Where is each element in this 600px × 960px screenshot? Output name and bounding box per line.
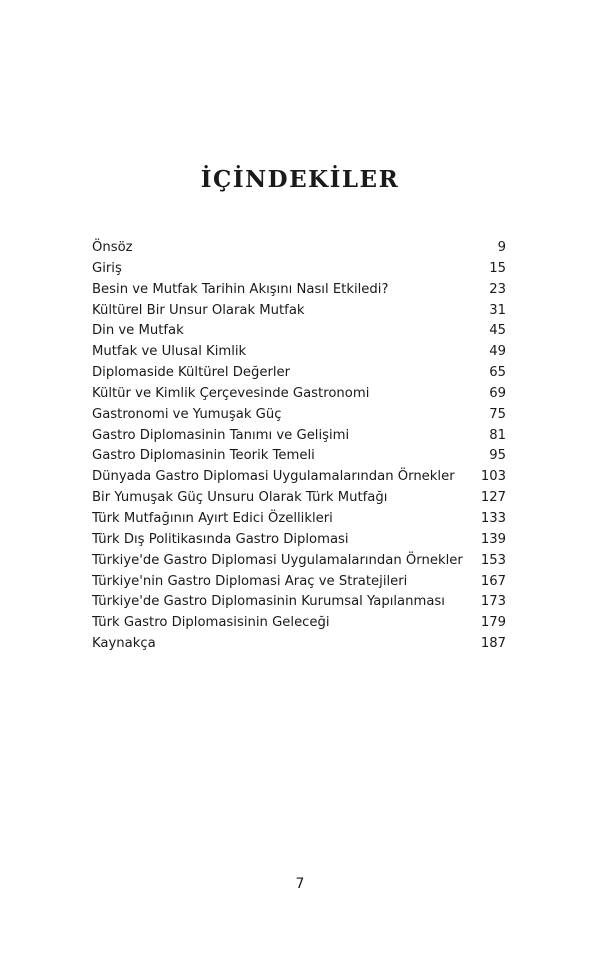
toc-entry-title: Dünyada Gastro Diplomasi Uygulamalarından Örnekler xyxy=(92,469,455,485)
page-number: 7 xyxy=(295,876,305,892)
toc-entry-page: 65 xyxy=(489,365,506,381)
toc-entry-page: 95 xyxy=(489,448,506,464)
toc-entry-title: Din ve Mutfak xyxy=(92,323,184,339)
toc-entry xyxy=(92,342,506,363)
toc-entry-title: Türk Mutfağının Ayırt Edici Özellikleri xyxy=(92,510,333,526)
toc-entry xyxy=(92,446,506,467)
toc-entry-title: Kaynakça xyxy=(92,636,156,652)
toc-entry-page: 103 xyxy=(480,469,506,485)
toc-entry-title: Bir Yumuşak Güç Unsuru Olarak Türk Mutfağı xyxy=(92,490,388,506)
toc-entry xyxy=(92,301,506,322)
toc-entry xyxy=(92,363,506,384)
toc-entry-title: Gastro Diplomasinin Tanımı ve Gelişimi xyxy=(92,427,350,443)
toc-entry-title: Kültürel Bir Unsur Olarak Mutfak xyxy=(92,302,305,318)
toc-entry-page: 45 xyxy=(489,323,506,339)
toc-entry-title: Türk Dış Politikasında Gastro Diplomasi xyxy=(92,531,349,547)
toc-entry xyxy=(92,488,506,509)
toc-entry-page: 133 xyxy=(480,510,506,526)
toc-entry-page: 127 xyxy=(480,490,506,506)
toc-entry-page: 153 xyxy=(480,552,506,568)
toc-entry-page: 23 xyxy=(489,281,506,297)
toc-entry-page: 69 xyxy=(489,385,506,401)
page-title: İÇİNDEKİLER xyxy=(200,166,400,193)
toc-entry xyxy=(92,592,506,613)
toc-entry-title: Türkiye'de Gastro Diplomasinin Kurumsal Yapılanması xyxy=(92,594,445,610)
toc-entry-page: 187 xyxy=(480,636,506,652)
toc-entry-page: 81 xyxy=(489,427,506,443)
toc-entry-page: 167 xyxy=(480,573,506,589)
toc-entry-title: Gastronomi ve Yumuşak Güç xyxy=(92,406,282,422)
toc-entry-title: Kültür ve Kimlik Çerçevesinde Gastronomi xyxy=(92,385,370,401)
toc-entry-page: 139 xyxy=(480,531,506,547)
toc-entry-title: Türkiye'nin Gastro Diplomasi Araç ve Stratejileri xyxy=(92,573,408,589)
toc-entry xyxy=(92,259,506,280)
toc-entry-title: Mutfak ve Ulusal Kimlik xyxy=(92,344,247,360)
toc-entry xyxy=(92,467,506,488)
toc-entry xyxy=(92,572,506,593)
toc-entry-page: 49 xyxy=(489,344,506,360)
toc-entry xyxy=(92,321,506,342)
toc-entry xyxy=(92,426,506,447)
toc-entry xyxy=(92,280,506,301)
toc-entry-title: Diplomaside Kültürel Değerler xyxy=(92,365,291,381)
toc-entry xyxy=(92,634,506,655)
toc-entry xyxy=(92,384,506,405)
toc-entry-page: 173 xyxy=(480,594,506,610)
toc-entry-page: 75 xyxy=(489,406,506,422)
toc-entry-title: Gastro Diplomasinin Teorik Temeli xyxy=(92,448,315,464)
toc-entry-title: Önsöz xyxy=(92,240,133,255)
toc-entry-title: Türkiye'de Gastro Diplomasi Uygulamalarından Örnekler xyxy=(92,552,463,568)
table-of-contents xyxy=(92,238,506,655)
toc-entry xyxy=(92,530,506,551)
toc-entry xyxy=(92,613,506,634)
toc-entry-page: 9 xyxy=(497,240,506,255)
toc-entry xyxy=(92,405,506,426)
toc-entry-page: 15 xyxy=(489,260,506,276)
toc-entry-page: 179 xyxy=(480,615,506,631)
toc-entry xyxy=(92,509,506,530)
toc-entry-title: Besin ve Mutfak Tarihin Akışını Nasıl Etkiledi? xyxy=(92,281,389,297)
toc-entry xyxy=(92,238,506,259)
toc-entry-title: Türk Gastro Diplomasisinin Geleceği xyxy=(92,615,330,631)
toc-entry-title: Giriş xyxy=(92,260,122,276)
toc-entry xyxy=(92,551,506,572)
toc-entry-page: 31 xyxy=(489,302,506,318)
